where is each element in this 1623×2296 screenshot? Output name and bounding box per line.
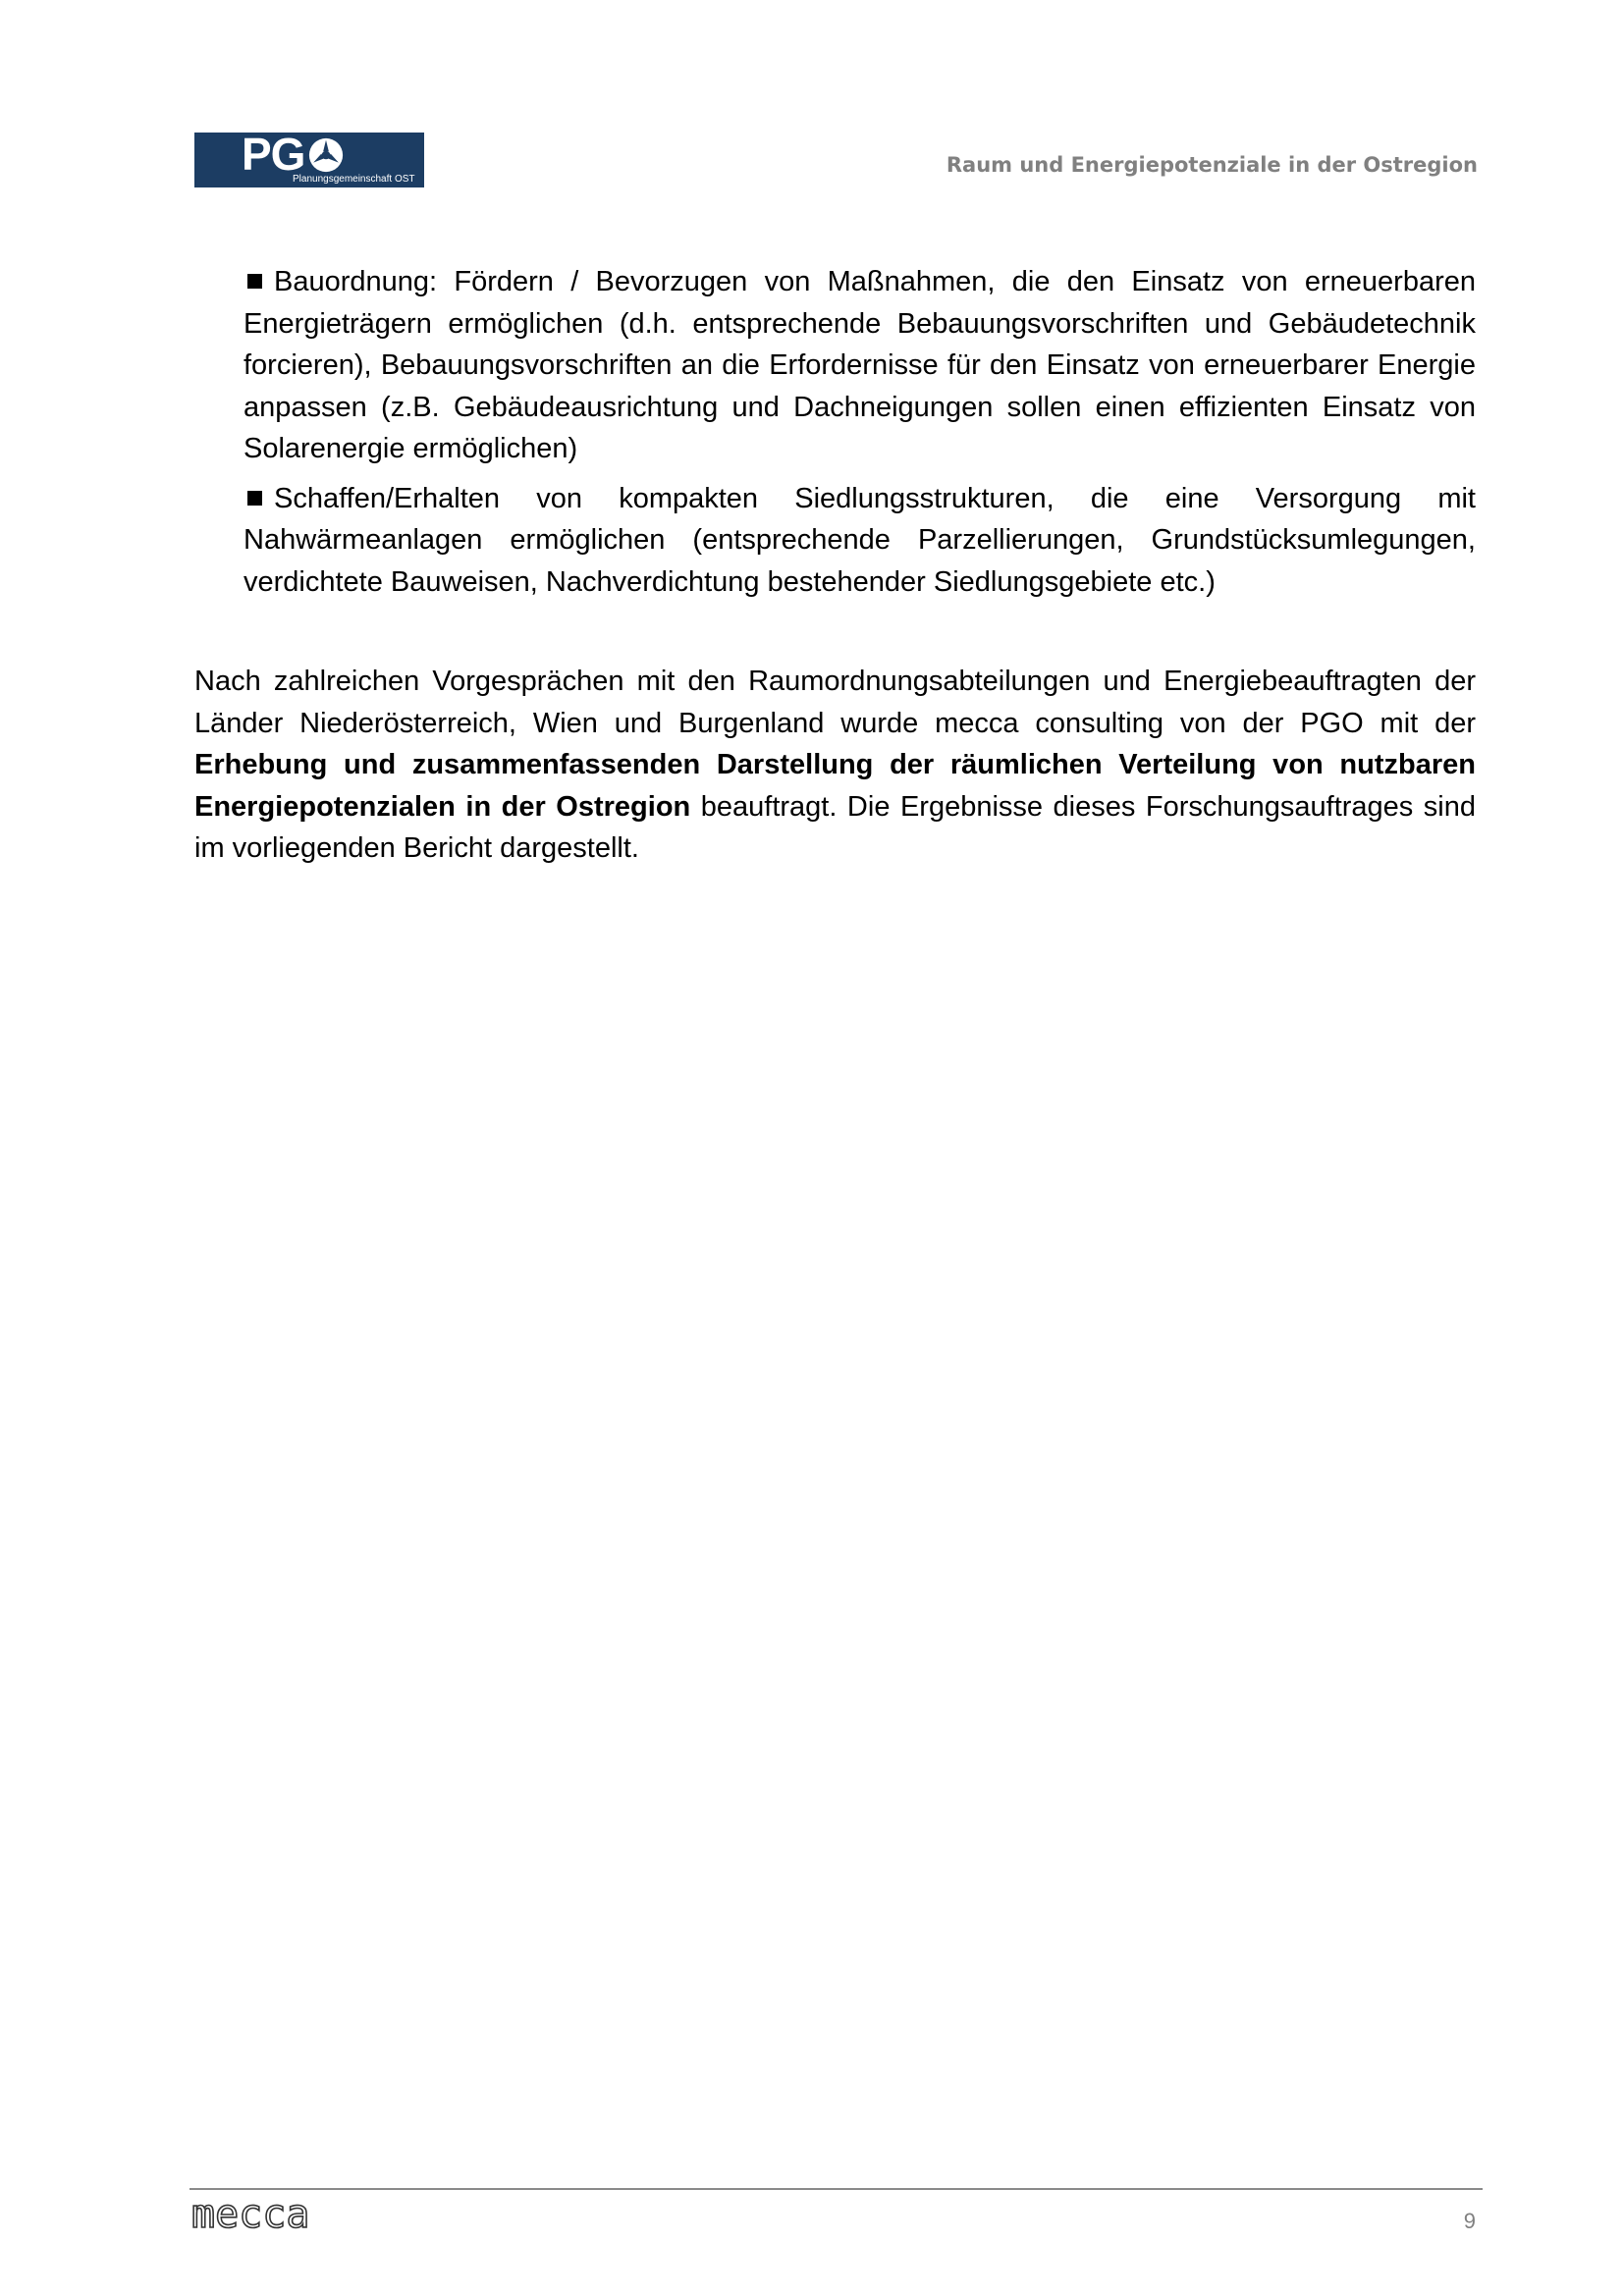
square-bullet-icon (247, 491, 262, 506)
mecca-logo (189, 2192, 371, 2239)
bullet-text: Schaffen/Erhalten von kompakten Siedlungsstrukturen, die eine Versorgung mit Nahwärmeanlagen ermöglichen (entsprechende Parzellierungen, Grundstücksumlegungen, verdichtete Bauweisen, Nachverdichtung bestehender Siedlungsgebiete etc.) (243, 482, 1476, 598)
footer-divider (189, 2188, 1483, 2190)
mecca-logo-text: mecca (191, 2192, 310, 2237)
bullet-list (243, 261, 1476, 611)
bullet-item (243, 478, 1476, 604)
paragraph-text-start: Nach zahlreichen Vorgesprächen mit den Raumordnungsabteilungen und Energiebeauftragten der Länder Niederösterreich, Wien und Burgenland wurde mecca consulting von der PGO mit der (194, 666, 1476, 739)
bullet-text: Bauordnung: Fördern / Bevorzugen von Maßnahmen, die den Einsatz von erneuerbaren Energieträgern ermöglichen (d.h. entsprechende Bebauungsvorschriften und Gebäudetechnik forcieren), Bebauungsvorschriften an die Erfordernisse für den Einsatz von erneuerbarer Energie anpassen (z.B. Gebäudeausrichtung und Dachneigungen sollen einen effizienten Einsatz von Solarenergie ermöglichen) (243, 266, 1476, 464)
propeller-icon (307, 136, 345, 174)
pgo-logo (194, 129, 424, 187)
page-number: 9 (1463, 2209, 1476, 2233)
body-paragraph (194, 661, 1476, 870)
header-title: Raum und Energiepotenziale in der Ostregion (946, 153, 1478, 177)
logo-subtitle: Planungsgemeinschaft OST (293, 174, 415, 185)
bullet-item (243, 261, 1476, 470)
paragraph-bold-text: Erhebung und zusammenfassenden Darstellung der räumlichen Verteilung von nutzbaren Energiepotenzialen in der Ostregion (194, 749, 1476, 823)
square-bullet-icon (247, 274, 262, 289)
paragraph-text-end: beauftragt. Die Ergebnisse dieses Forschungsauftrages sind im vorliegenden Bericht dargestellt. (194, 790, 1476, 864)
logo-letters: PG (242, 129, 305, 180)
